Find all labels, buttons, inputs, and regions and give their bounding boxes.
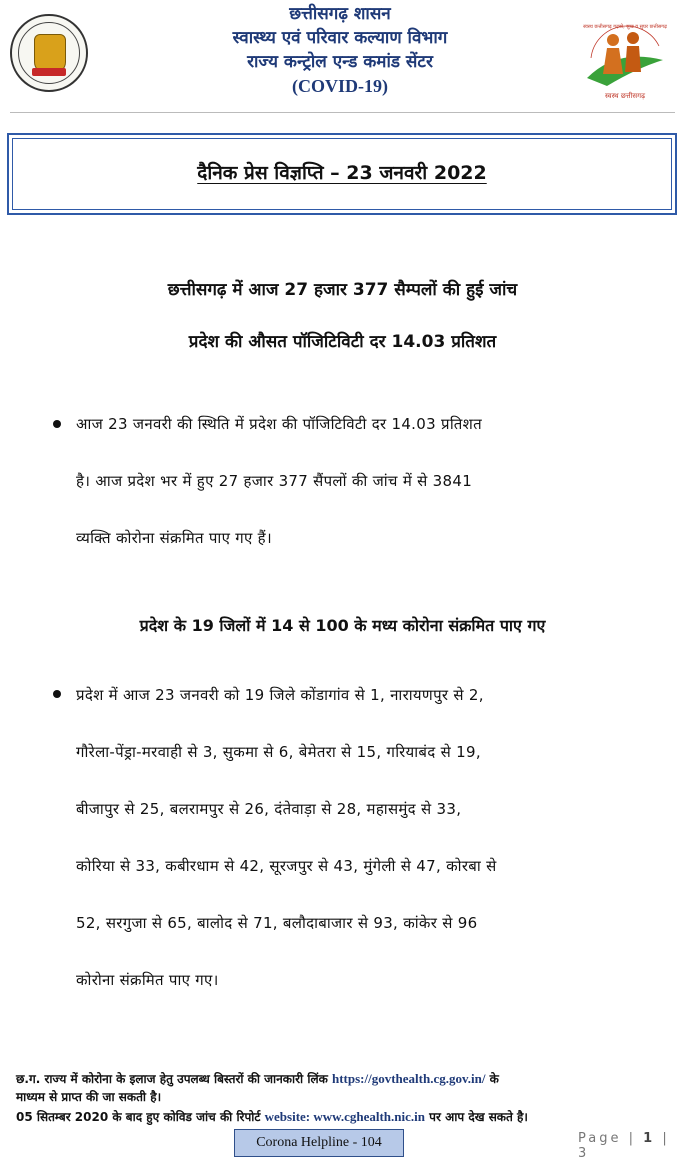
bullet-icon — [53, 690, 61, 698]
beds-link[interactable]: https://govthealth.cg.gov.in/ — [331, 1071, 486, 1086]
headline-samples: छत्तीसगढ़ में आज 27 हजार 377 सैम्पलों की हुई जांच — [167, 280, 518, 300]
government-name: छत्तीसगढ़ शासन — [289, 4, 391, 24]
helpline-box: Corona Helpline - 104 — [234, 1129, 404, 1157]
press-release-title: दैनिक प्रेस विज्ञप्ति – 23 जनवरी 2022 — [197, 162, 487, 184]
paragraph-line: है। आज प्रदेश भर में हुए 27 हजार 377 सैंपलों की जांच में से 3841 — [76, 472, 473, 490]
paragraph-line: प्रदेश में आज 23 जनवरी को 19 जिले कोंडागांव से 1, नारायणपुर से 2, — [76, 686, 484, 704]
paragraph-line: बीजापुर से 25, बलरामपुर से 26, दंतेवाड़ा से 28, महासमुंद से 33, — [76, 800, 462, 818]
paragraph-line: कोरिया से 33, कबीरधाम से 42, सूरजपुर से 43, मुंगेली से 47, कोरबा से — [76, 857, 497, 875]
footer-beds-info: छ.ग. राज्य में कोरोना के इलाज हेतु उपलब्ध बिस्तरों की जानकारी लिंक https://govthealth.cg.gov.in/ के माध्यम से प्राप्त की जा सकती है। — [16, 1071, 499, 1104]
paragraph-line: व्यक्ति कोरोना संक्रमित पाए गए हैं। — [76, 529, 272, 547]
footer-report-info: 05 सितम्बर 2020 के बाद हुए कोविड जांच की रिपोर्ट website: www.cghealth.nic.in पर आप देख सकते है। — [16, 1109, 528, 1124]
bullet-icon — [53, 420, 61, 428]
bullet-paragraph-districts — [76, 667, 656, 1009]
chhattisgarh-emblem-icon — [10, 14, 88, 92]
command-centre-name: राज्य कन्ट्रोल एन्ड कमांड सेंटर — [247, 52, 433, 72]
paragraph-line: गौरेला-पेंड्रा-मरवाही से 3, सुकमा से 6, बेमेतरा से 15, गरियाबंद से 19, — [76, 743, 481, 761]
covid-label: (COVID-19) — [292, 76, 388, 96]
report-website-link[interactable]: website: www.cghealth.nic.in — [264, 1109, 425, 1124]
department-name: स्वास्थ्य एवं परिवार कल्याण विभाग — [232, 28, 448, 48]
paragraph-line: कोरोना संक्रमित पाए गए। — [76, 971, 219, 989]
letterhead-text — [100, 2, 580, 98]
logo-caption: स्वस्थ छत्तीसगढ़ — [604, 92, 646, 100]
title-box — [7, 133, 677, 215]
section-heading-districts: प्रदेश के 19 जिलों में 14 से 100 के मध्य कोरोना संक्रमित पाए गए — [139, 616, 546, 635]
headline-positivity: प्रदेश की औसत पॉजिटिविटी दर 14.03 प्रतिशत — [188, 332, 497, 352]
letterhead — [0, 0, 685, 112]
paragraph-line: आज 23 जनवरी की स्थिति में प्रदेश की पॉजिटिविटी दर 14.03 प्रतिशत — [76, 415, 482, 433]
logo-arc-text: स्वस्थ छत्तीसगढ़ गढ़बो, सुख व सुघर छत्तीसगढ़ — [583, 24, 667, 30]
swasth-chhattisgarh-logo-icon — [577, 18, 673, 102]
paragraph-line: 52, सरगुजा से 65, बालोद से 71, बलौदाबाजार से 93, कांकेर से 96 — [76, 914, 478, 932]
header-divider — [10, 112, 675, 113]
bullet-paragraph-positivity — [76, 396, 656, 567]
page-number: Page | 1 | 3 — [578, 1131, 670, 1161]
